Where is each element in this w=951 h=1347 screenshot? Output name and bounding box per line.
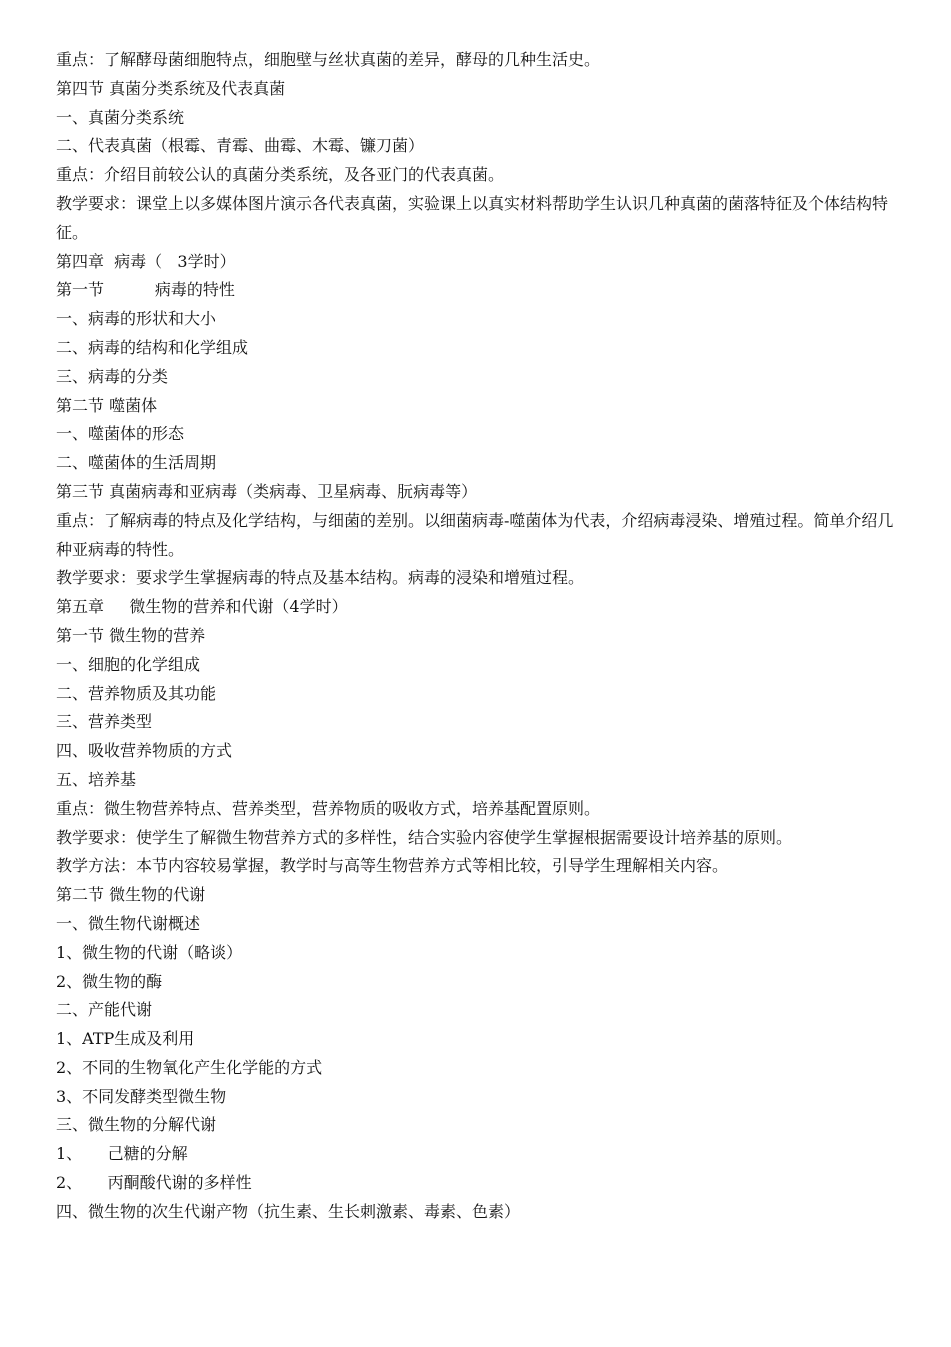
text-line: 三、病毒的分类 [56, 366, 169, 386]
text-line: 1、微生物的代谢（略谈） [56, 942, 243, 962]
text-line: 四、吸收营养物质的方式 [56, 741, 233, 761]
section-heading: 第四节 真菌分类系统及代表真菌 [56, 78, 286, 98]
text-line: 一、细胞的化学组成 [56, 654, 201, 674]
text-line: 一、真菌分类系统 [56, 107, 185, 127]
section-heading: 第二节 微生物的代谢 [56, 885, 206, 905]
section-heading: 第三节 真菌病毒和亚病毒（类病毒、卫星病毒、朊病毒等） [56, 481, 478, 501]
text-line: 三、营养类型 [56, 712, 153, 732]
text-line: 一、微生物代谢概述 [56, 913, 201, 933]
text-paragraph: 重点：了解病毒的特点及化学结构，与细菌的差别。以细菌病毒-噬菌体为代表，介绍病毒浸染、增殖过程。简单介绍几种亚病毒的特性。 [56, 510, 894, 559]
text-line: 一、病毒的形状和大小 [56, 309, 217, 329]
chapter-heading: 第四章 病毒（ 3学时） [56, 251, 236, 271]
text-paragraph: 教学要求：使学生了解微生物营养方式的多样性，结合实验内容使学生掌握根据需要设计培养基的原则。 [56, 827, 793, 847]
text-line: 二、代表真菌（根霉、青霉、曲霉、木霉、镰刀菌） [56, 136, 425, 156]
section-heading: 第一节 微生物的营养 [56, 625, 206, 645]
section-heading: 第一节 病毒的特性 [56, 280, 235, 300]
text-line: 3、不同发酵类型微生物 [56, 1086, 227, 1106]
text-line: 重点：微生物营养特点、营养类型，营养物质的吸收方式，培养基配置原则。 [56, 798, 601, 818]
text-line: 2、微生物的酶 [56, 971, 163, 991]
text-line: 二、营养物质及其功能 [56, 683, 217, 703]
text-line: 教学要求：要求学生掌握病毒的特点及基本结构。病毒的浸染和增殖过程。 [56, 568, 585, 588]
document-body [56, 46, 896, 1227]
text-paragraph: 教学要求：课堂上以多媒体图片演示各代表真菌，实验课上以真实材料帮助学生认识几种真菌的菌落特征及个体结构特征。 [56, 193, 889, 242]
text-line: 一、噬菌体的形态 [56, 424, 185, 444]
text-line: 四、微生物的次生代谢产物（抗生素、生长刺激素、毒素、色素） [56, 1201, 521, 1221]
text-line: 2、 丙酮酸代谢的多样性 [56, 1173, 252, 1193]
text-line: 1、ATP生成及利用 [56, 1029, 195, 1049]
text-line: 三、微生物的分解代谢 [56, 1115, 217, 1135]
text-line: 二、噬菌体的生活周期 [56, 453, 217, 473]
text-line: 五、培养基 [56, 769, 137, 789]
text-line: 重点：了解酵母菌细胞特点，细胞壁与丝状真菌的差异，酵母的几种生活史。 [56, 50, 601, 69]
section-heading: 第二节 噬菌体 [56, 395, 158, 415]
chapter-heading: 第五章 微生物的营养和代谢（4学时） [56, 597, 348, 617]
text-line: 二、病毒的结构和化学组成 [56, 337, 249, 357]
text-line: 重点：介绍目前较公认的真菌分类系统，及各亚门的代表真菌。 [56, 165, 505, 185]
text-line: 2、不同的生物氧化产生化学能的方式 [56, 1057, 323, 1077]
text-line: 二、产能代谢 [56, 1000, 153, 1020]
text-line: 1、 己糖的分解 [56, 1144, 188, 1164]
text-line: 教学方法：本节内容较易掌握，教学时与高等生物营养方式等相比较，引导学生理解相关内容。 [56, 856, 729, 876]
